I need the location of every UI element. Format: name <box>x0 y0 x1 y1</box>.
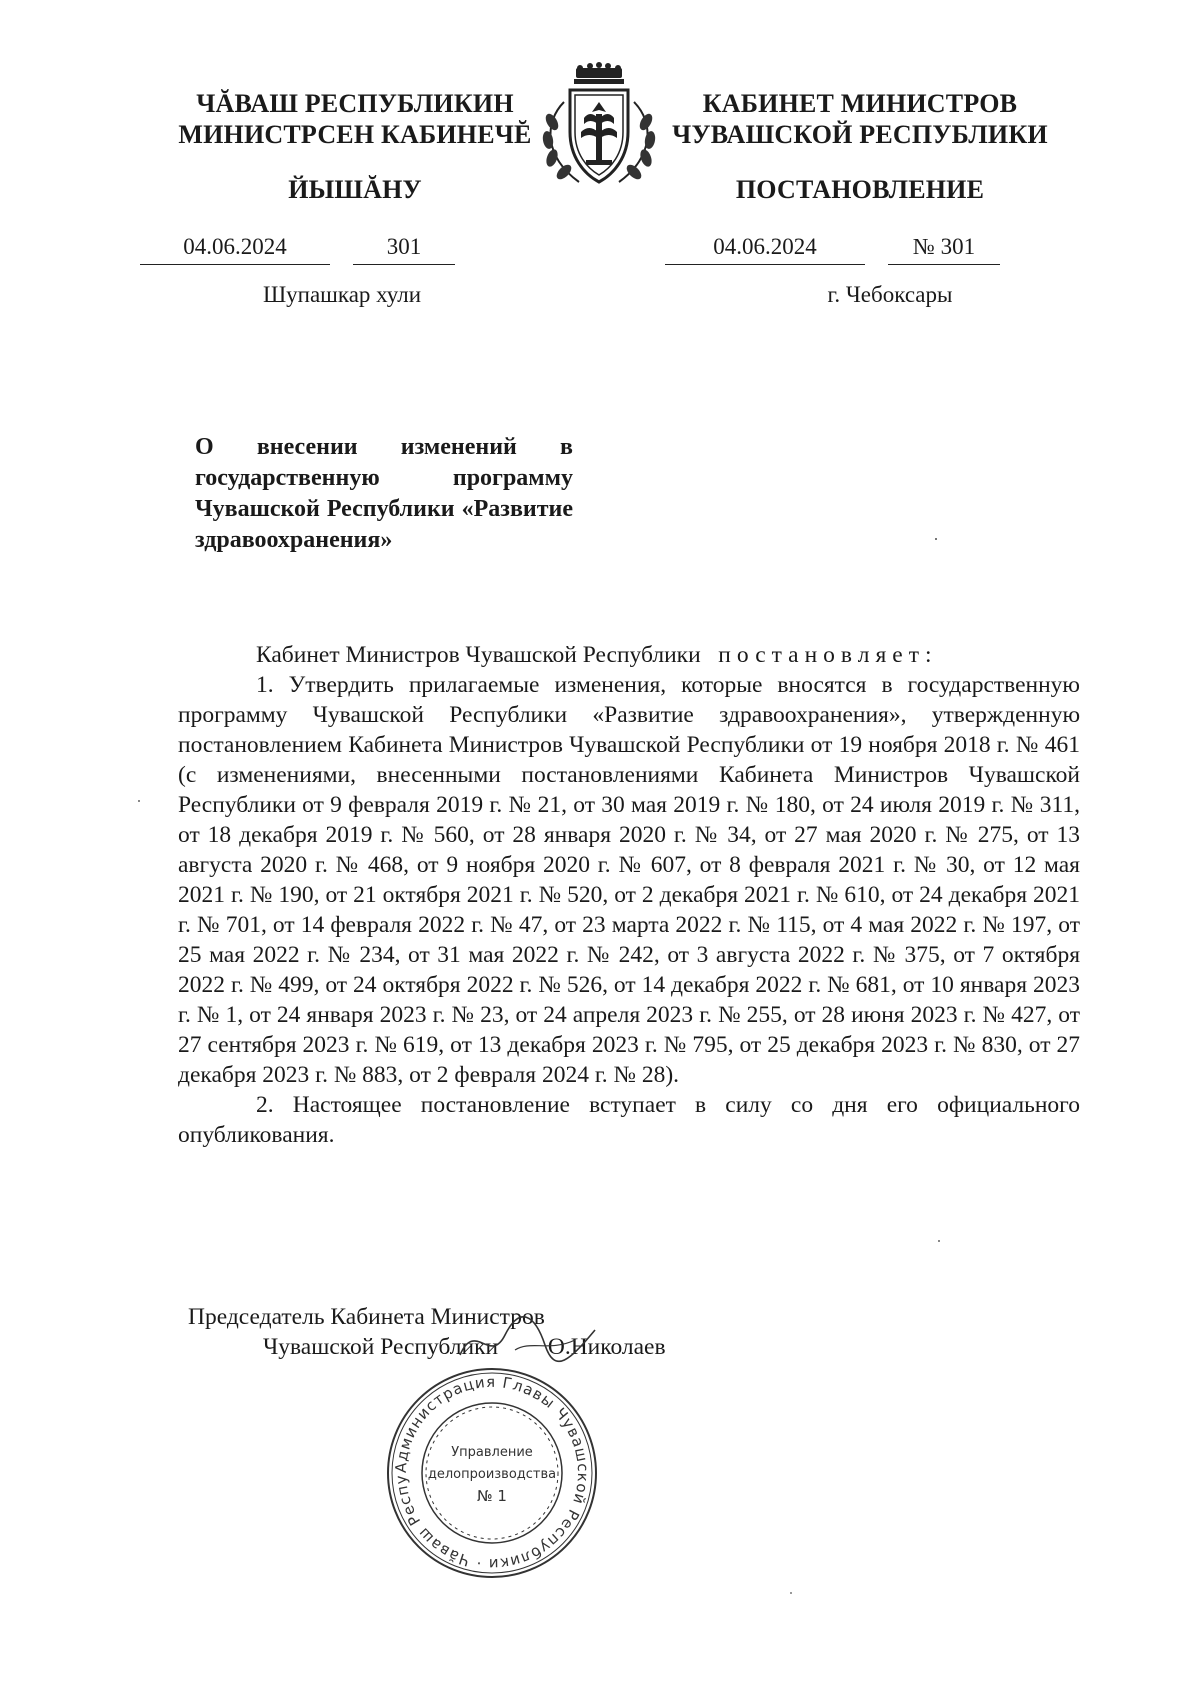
signature-position-line2: Чувашской Республики <box>263 1334 499 1360</box>
date-right: 04.06.2024 <box>713 234 817 259</box>
stamp-center-line3: № 1 <box>477 1487 507 1505</box>
signature-name: О.Николаев <box>547 1334 666 1360</box>
header-right-line1: КАБИНЕТ МИНИСТРОВ <box>702 89 1018 118</box>
signature-position-line1: Председатель Кабинета Министров <box>188 1304 545 1330</box>
stamp-seal-icon <box>382 1363 602 1583</box>
stamp-center-line1: Управление <box>451 1445 533 1460</box>
document-title: О внесении изменений в государственную программу Чувашской Республики «Развитие здравоохранения» <box>195 434 573 553</box>
scan-speck <box>790 1592 792 1594</box>
date-field-left <box>140 234 330 265</box>
number-field-right <box>888 234 1000 265</box>
coat-of-arms-emblem <box>534 62 664 194</box>
number-field-left <box>353 234 455 265</box>
stamp-ring-text: Администрация Главы Чувашской Республики · Чăваш Респу <box>391 1372 593 1574</box>
header-left-line1: ЧĂВАШ РЕСПУБЛИКИН <box>196 89 514 118</box>
handwritten-signature <box>455 1310 605 1370</box>
coat-of-arms-icon <box>534 62 664 194</box>
body-intro <box>178 640 1080 670</box>
official-stamp <box>382 1363 602 1583</box>
scan-speck <box>138 800 140 802</box>
body-intro-prefix: Кабинет Министров Чувашской Республики <box>256 642 701 668</box>
scan-speck <box>938 1240 940 1242</box>
document-body <box>178 640 1080 1150</box>
city-right: г. Чебоксары <box>827 282 953 307</box>
stamp-center-line2: делопроизводства <box>427 1467 557 1482</box>
header-right-org <box>655 88 1065 150</box>
body-intro-verb: постановляет: <box>718 642 938 668</box>
header-right-doc-type: ПОСТАНОВЛЕНИЕ <box>735 175 985 204</box>
header-left-org <box>150 88 560 150</box>
date-field-right <box>665 234 865 265</box>
number-right: № 301 <box>912 234 976 259</box>
header-right-line2: ЧУВАШСКОЙ РЕСПУБЛИКИ <box>672 120 1048 149</box>
body-paragraph-2: 2. Настоящее постановление вступает в силу со дня его официального опубликования. <box>178 1092 1080 1148</box>
header-left-doc-type: ЙЫШĂНУ <box>288 175 422 204</box>
header-left-line2: МИНИСТРСЕН КАБИНЕЧĔ <box>178 120 532 149</box>
number-left: 301 <box>386 234 422 259</box>
body-paragraph-1: 1. Утвердить прилагаемые изменения, которые вносятся в государственную программу Чувашской Республики «Развитие здравоохранения», утвержденную постановлением Кабинета Министров Чувашской Республики от 19 ноября 2018 г. № 461 (с изменениями, внесенными постановлениями Кабинета Министров Чувашской Республики от 9 февраля 2019 г. № 21, от 30 мая 2019 г. № 180, от 24 июля 2019 г. № 311, от 18 декабря 2019 г. № 560, от 28 января 2020 г. № 34, от 27 мая 2020 г. № 275, от 13 августа 2020 г. № 468, от 9 ноября 2020 г. № 607, от 8 февраля 2021 г. № 30, от 12 мая 2021 г. № 190, от 21 октября 2021 г. № 520, от 2 декабря 2021 г. № 610, от 24 декабря 2021 г. № 701, от 14 февраля 2022 г. № 47, от 23 марта 2022 г. № 115, от 4 мая 2022 г. № 197, от 25 мая 2022 г. № 234, от 31 мая 2022 г. № 242, от 3 августа 2022 г. № 375, от 7 октября 2022 г. № 499, от 24 октября 2022 г. № 526, от 14 декабря 2022 г. № 681, от 10 января 2023 г. № 1, от 24 января 2023 г. № 23, от 24 апреля 2023 г. № 255, от 28 июня 2023 г. № 427, от 27 сентября 2023 г. № 619, от 13 декабря 2023 г. № 795, от 25 декабря 2023 г. № 830, от 27 декабря 2023 г. № 883, от 2 февраля 2024 г. № 28). <box>178 672 1080 1088</box>
date-left: 04.06.2024 <box>183 234 287 259</box>
scan-speck <box>935 538 937 540</box>
city-left: Шупашкар хули <box>262 282 422 307</box>
